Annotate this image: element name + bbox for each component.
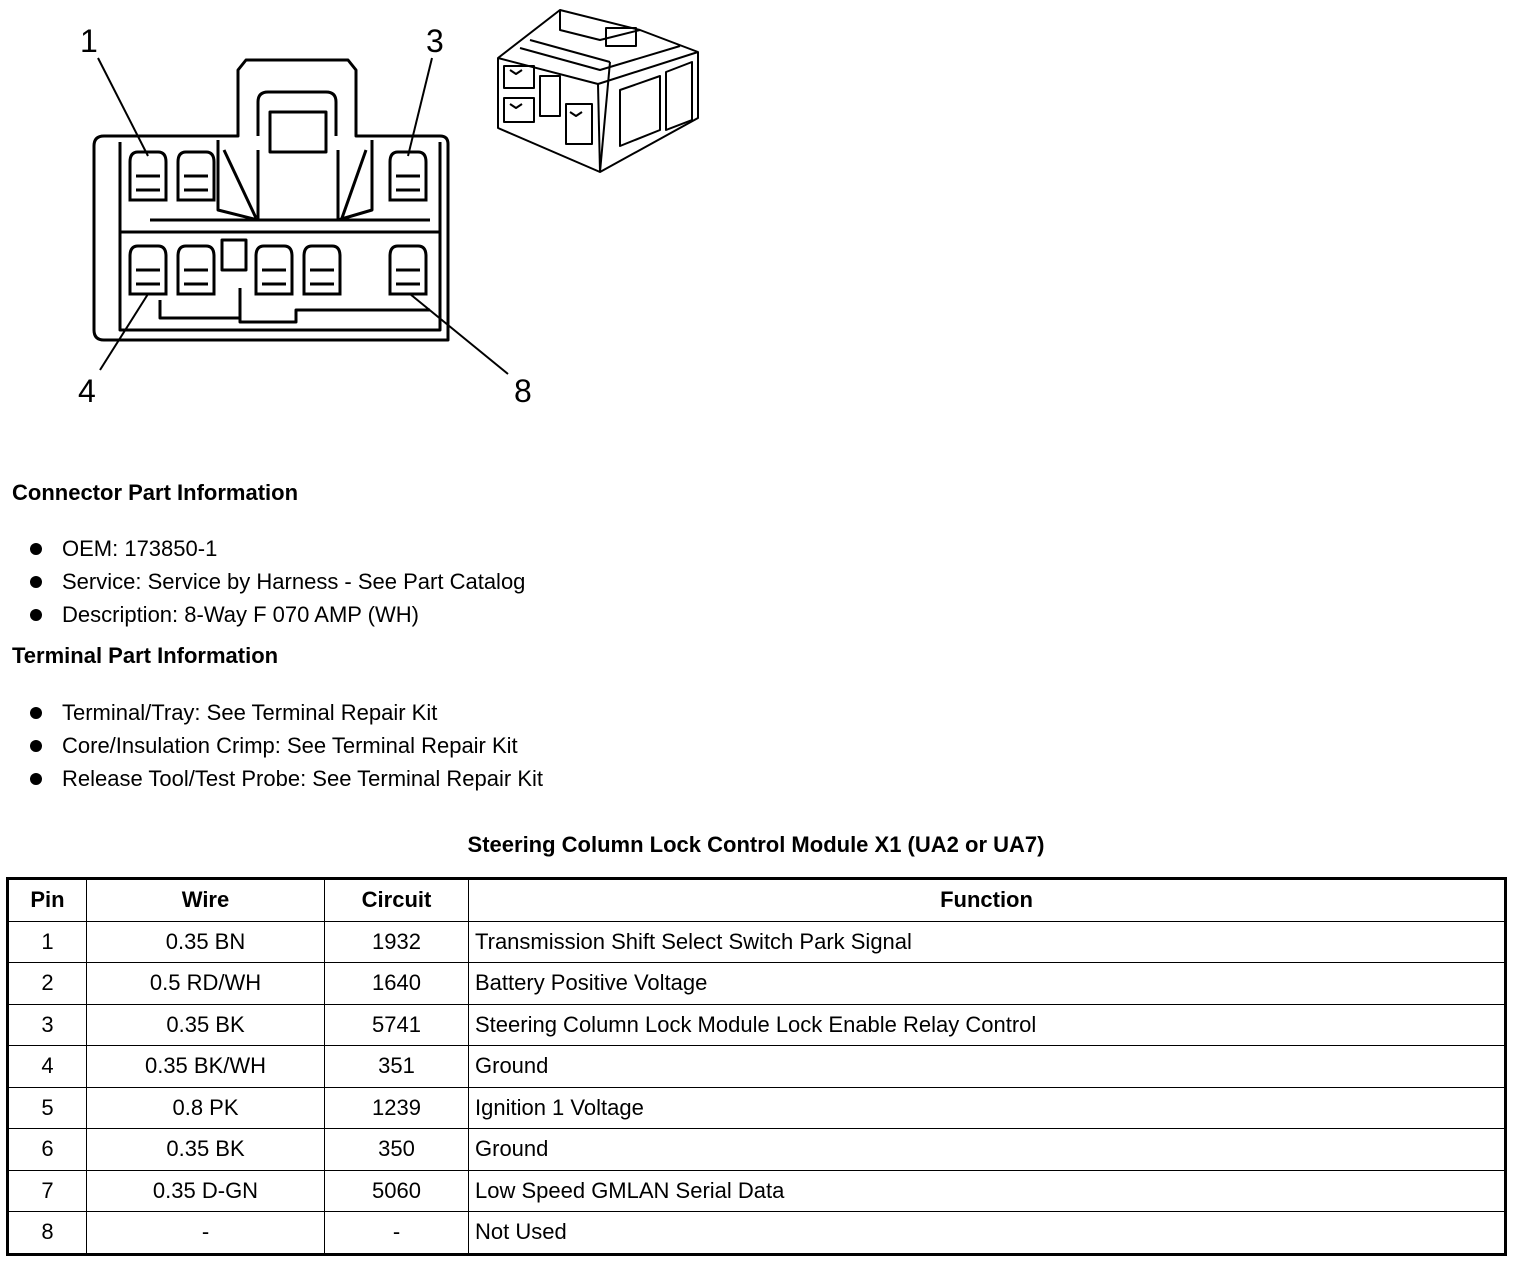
connector-diagram bbox=[0, 0, 720, 420]
cell-wire: 0.35 D-GN bbox=[87, 1170, 325, 1212]
cell-pin: 5 bbox=[8, 1087, 87, 1129]
cell-circuit: 5060 bbox=[325, 1170, 469, 1212]
column-header-pin: Pin bbox=[8, 879, 87, 922]
bullet-icon bbox=[30, 773, 42, 785]
list-item bbox=[28, 565, 525, 598]
cavity-1 bbox=[130, 152, 166, 200]
list-item bbox=[28, 696, 543, 729]
cell-circuit: 1239 bbox=[325, 1087, 469, 1129]
cell-function: Ground bbox=[469, 1046, 1506, 1088]
bullet-icon bbox=[30, 543, 42, 555]
cavity-6 bbox=[256, 246, 292, 294]
cell-pin: 6 bbox=[8, 1129, 87, 1171]
callout-pin-8: 8 bbox=[514, 373, 532, 409]
cell-function: Transmission Shift Select Switch Park Signal bbox=[469, 921, 1506, 963]
cavity-5 bbox=[178, 246, 214, 294]
terminal-info-heading: Terminal Part Information bbox=[12, 643, 279, 668]
cell-function: Battery Positive Voltage bbox=[469, 963, 1506, 1005]
cell-function: Not Used bbox=[469, 1212, 1506, 1255]
cell-circuit: 1640 bbox=[325, 963, 469, 1005]
cell-circuit: 5741 bbox=[325, 1004, 469, 1046]
list-item-text: Service: Service by Harness - See Part Catalog bbox=[62, 569, 526, 594]
table-row bbox=[8, 963, 1506, 1005]
cell-wire: 0.5 RD/WH bbox=[87, 963, 325, 1005]
list-item-text: Terminal/Tray: See Terminal Repair Kit bbox=[62, 700, 438, 725]
pin-table bbox=[6, 877, 1507, 1256]
cell-pin: 1 bbox=[8, 921, 87, 963]
cell-wire: 0.8 PK bbox=[87, 1087, 325, 1129]
cell-circuit: 1932 bbox=[325, 921, 469, 963]
list-item-text: OEM: 173850-1 bbox=[62, 536, 218, 561]
table-header-row bbox=[8, 879, 1506, 922]
cell-pin: 3 bbox=[8, 1004, 87, 1046]
table-row bbox=[8, 1212, 1506, 1255]
cell-circuit: 351 bbox=[325, 1046, 469, 1088]
terminal-cavities bbox=[130, 152, 426, 294]
cell-pin: 8 bbox=[8, 1212, 87, 1255]
cavity-7 bbox=[304, 246, 340, 294]
terminal-info-list bbox=[28, 696, 543, 795]
cavity-4 bbox=[130, 246, 166, 294]
cell-wire: 0.35 BK bbox=[87, 1004, 325, 1046]
table-row bbox=[8, 1087, 1506, 1129]
table-row bbox=[8, 1129, 1506, 1171]
list-item bbox=[28, 598, 525, 631]
cell-pin: 4 bbox=[8, 1046, 87, 1088]
bullet-icon bbox=[30, 707, 42, 719]
cell-pin: 7 bbox=[8, 1170, 87, 1212]
table-row bbox=[8, 1170, 1506, 1212]
list-item-text: Release Tool/Test Probe: See Terminal Repair Kit bbox=[62, 766, 543, 791]
list-item bbox=[28, 532, 525, 565]
cavity-8 bbox=[390, 246, 426, 294]
cell-function: Low Speed GMLAN Serial Data bbox=[469, 1170, 1506, 1212]
column-header-circuit: Circuit bbox=[325, 879, 469, 922]
cell-function: Steering Column Lock Module Lock Enable Relay Control bbox=[469, 1004, 1506, 1046]
connector-3d-view bbox=[498, 10, 698, 172]
table-row bbox=[8, 1046, 1506, 1088]
callout-pin-4: 4 bbox=[78, 373, 96, 409]
bullet-icon bbox=[30, 609, 42, 621]
cell-wire: 0.35 BN bbox=[87, 921, 325, 963]
list-item-text: Core/Insulation Crimp: See Terminal Repair Kit bbox=[62, 733, 518, 758]
column-header-wire: Wire bbox=[87, 879, 325, 922]
table-row bbox=[8, 1004, 1506, 1046]
callout-pin-3: 3 bbox=[426, 23, 444, 59]
table-row bbox=[8, 921, 1506, 963]
callout-pin-1: 1 bbox=[80, 23, 98, 59]
bullet-icon bbox=[30, 576, 42, 588]
cavity-3 bbox=[390, 152, 426, 200]
cell-wire: 0.35 BK/WH bbox=[87, 1046, 325, 1088]
cell-wire: 0.35 BK bbox=[87, 1129, 325, 1171]
connector-info-heading: Connector Part Information bbox=[12, 480, 299, 505]
cell-function: Ground bbox=[469, 1129, 1506, 1171]
cell-wire: - bbox=[87, 1212, 325, 1255]
list-item-text: Description: 8-Way F 070 AMP (WH) bbox=[62, 602, 419, 627]
cell-pin: 2 bbox=[8, 963, 87, 1005]
cell-function: Ignition 1 Voltage bbox=[469, 1087, 1506, 1129]
cavity-2 bbox=[178, 152, 214, 200]
table-title: Steering Column Lock Control Module X1 (UA2 or UA7) bbox=[467, 832, 1045, 857]
list-item bbox=[28, 729, 543, 762]
connector-info-list bbox=[28, 532, 525, 631]
cell-circuit: 350 bbox=[325, 1129, 469, 1171]
column-header-function: Function bbox=[469, 879, 1506, 922]
list-item bbox=[28, 762, 543, 795]
cell-circuit: - bbox=[325, 1212, 469, 1255]
bullet-icon bbox=[30, 740, 42, 752]
